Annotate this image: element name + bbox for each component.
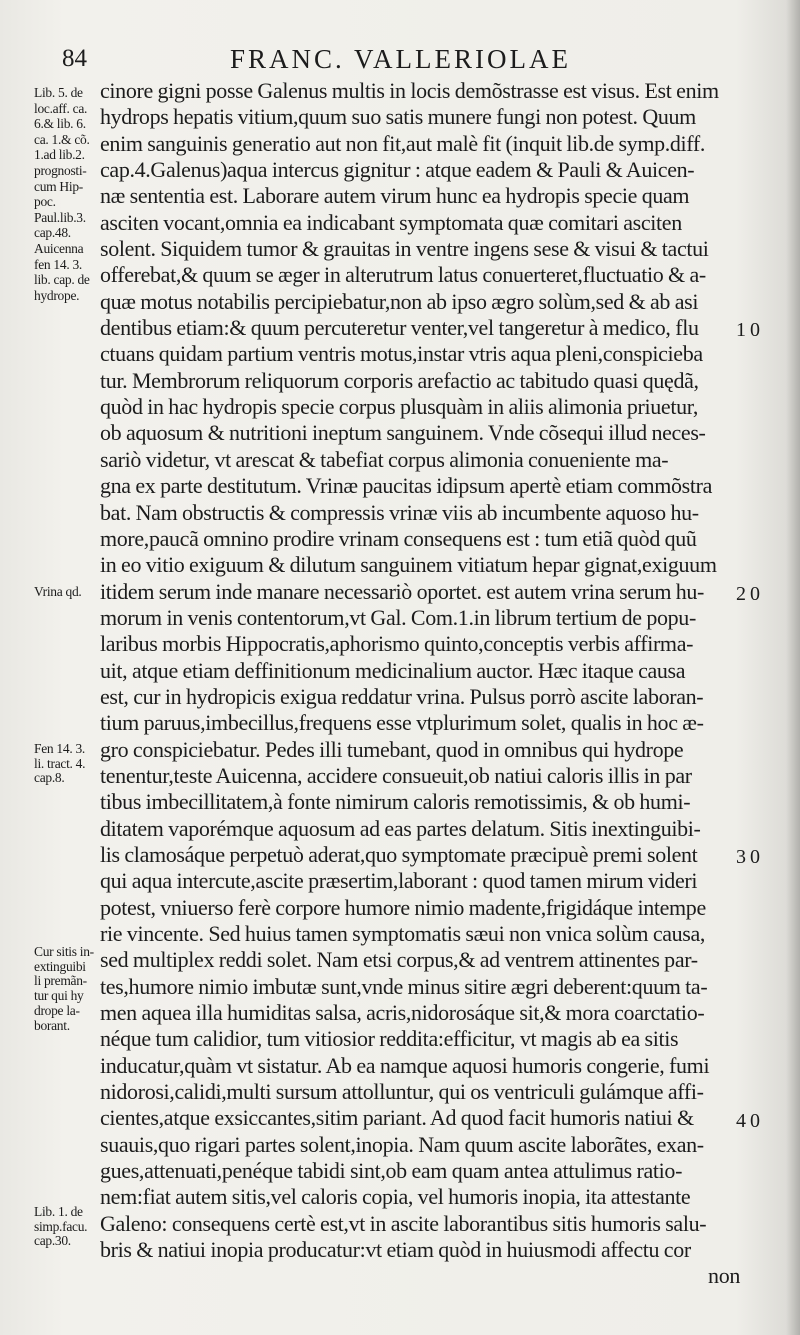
text-line: in eo vitio exiguum & dilutum sanguinem vitiatum hepar gignat,exiguum: [100, 552, 717, 578]
text-line: laribus morbis Hippocratis,aphorismo quinto,conceptis verbis affirma-: [100, 631, 694, 657]
margin-note-line: Fen 14. 3.: [34, 741, 86, 756]
text-line: cientes,atque exsiccantes,sitim pariant. Ad quod facit humoris natiui &: [100, 1105, 694, 1131]
text-line: næ sententia est. Laborare autem virum hunc ea hydropis specie quam: [100, 183, 690, 209]
margin-note-line: drope la-: [34, 1002, 80, 1018]
margin-note-line: cap.8.: [34, 770, 65, 786]
text-line: tibus imbecillitatem,à fonte nimirum caloris remotissimis, & ob humi-: [100, 789, 691, 815]
page-number: 84: [62, 45, 87, 72]
text-line: quòd in hac hydropis specie corpus plusquàm in aliis alimonia priuetur,: [100, 394, 698, 420]
text-line: enim sanguinis generatio aut non fit,aut malè fit (inquit lib.de symp.diff.: [100, 130, 705, 156]
margin-note-line: prognosti-: [34, 162, 87, 178]
margin-note-line: extinguibi: [34, 958, 86, 974]
margin-note-line: li. tract. 4.: [34, 755, 86, 771]
margin-note-line: ca. 1.& cõ.: [34, 131, 90, 147]
margin-note-line: borant.: [34, 1017, 70, 1033]
margin-note: [34, 742, 104, 786]
margin-note-line: lib. cap. de: [34, 272, 90, 288]
text-line: quæ motus notabilis percipiebatur,non ab ipso ægro solùm,sed & ab asi: [100, 288, 699, 314]
text-line: non: [708, 1263, 740, 1289]
line-number: 30: [736, 846, 764, 869]
margin-note-line: cap.30.: [34, 1233, 71, 1249]
text-line: Galeno: consequens certè est,vt in ascite laborantibus sitis humoris salu-: [100, 1210, 707, 1236]
margin-note-line: Lib. 5. de: [34, 85, 83, 100]
margin-note-line: Paul.lib.3.: [34, 209, 86, 225]
margin-note: [34, 1205, 104, 1249]
text-line: gro conspiciebatur. Pedes illi tumebant, quod in omnibus qui hydrope: [100, 736, 684, 762]
text-line: ctuans quidam partium ventris motus,instar vtris aqua pleni,conspicieba: [100, 341, 703, 367]
text-line: nidorosi,calidi,multi sursum attolluntur, qui os ventriculi gulámque affi-: [100, 1079, 704, 1105]
margin-note-line: cap.48.: [34, 225, 71, 241]
margin-note-line: 6.& lib. 6.: [34, 116, 86, 132]
line-number: 10: [736, 319, 764, 342]
text-line: lis clamosáque perpetuò aderat,quo symptomate præcipuè premi solent: [100, 841, 698, 867]
text-line: inducatur,quàm vt sistatur. Ab ea namque aquosi humoris congerie, fumi: [100, 1052, 710, 1078]
margin-note-line: Auicenna: [34, 240, 84, 256]
text-line: morum in venis contentorum,vt Gal. Com.1.in librum tertium de popu-: [100, 604, 696, 630]
line-number: 40: [736, 1109, 764, 1132]
text-line: tium paruus,imbecillus,frequens esse vtplurimum solet, qualis in hoc æ-: [100, 710, 704, 736]
text-line: offerebat,& quum se æger in alterutrum latus conuerteret,fluctuatio & a-: [100, 262, 706, 288]
margin-note-line: loc.aff. ca.: [34, 100, 88, 116]
text-line: hydrops hepatis vitium,quum suo satis munere fungi non potest. Quum: [100, 104, 696, 130]
margin-note-line: Cur sitis in-: [34, 944, 94, 959]
text-line: suauis,quo rigari partes solent,inopia. Nam quum ascite laborãtes, exan-: [100, 1131, 704, 1157]
text-line: men aquea illa humiditas salsa, acris,nidorosáque sit,& mora coarctatio-: [100, 1000, 705, 1026]
margin-note-line: poc.: [34, 194, 56, 210]
text-line: potest, vniuerso ferè corpore humore nimio madente,frigidáque intempe: [100, 894, 706, 920]
text-line: tenentur,teste Auicenna, accidere consueuit,ob natiui caloris illis in par: [100, 762, 692, 788]
margin-note-line: Lib. 1. de: [34, 1204, 83, 1219]
margin-note: [34, 85, 104, 303]
text-line: néque tum calidior, tum vitiosior reddita:efficitur, vt magis ab ea sitis: [100, 1026, 679, 1052]
text-line: nem:fiat autem sitis,vel caloris copia, vel humoris inopia, ita attestante: [100, 1184, 691, 1210]
text-line: cap.4.Galenus)aqua intercus gignitur : atque eadem & Pauli & Auicen-: [100, 157, 695, 183]
text-line: bris & natiui inopia producatur:vt etiam quòd in huiusmodi affectu cor: [100, 1237, 691, 1263]
running-head: FRANC. VALLERIOLAE: [230, 44, 572, 74]
margin-note-line: 1.ad lib.2.: [34, 147, 85, 163]
margin-note-line: hydrope.: [34, 287, 80, 303]
text-line: ob aquosum & nutritioni ineptum sanguinem. Vnde cõsequi illud neces-: [100, 420, 706, 446]
text-line: dentibus etiam:& quum percuteretur venter,vel tangeretur à medico, flu: [100, 315, 699, 341]
text-line: gues,attenuati,penéque tabidi sint,ob eam quam antea attulimus ratio-: [100, 1158, 683, 1184]
margin-note-line: Vrina qd.: [34, 584, 82, 599]
text-line: sed multiplex reddi solet. Nam etsi corpus,& ad ventrem attinentes par-: [100, 947, 698, 973]
text-line: itidem serum inde manare necessariò oportet. est autem vrina serum hu-: [100, 578, 705, 604]
text-line: est, cur in hydropicis exigua reddatur vrina. Pulsus porrò ascite laboran-: [100, 683, 704, 709]
text-line: tes,humore nimio imbutæ sunt,vnde minus sitire ægri deberent:quum ta-: [100, 973, 708, 999]
text-line: uit, atque etiam deffinitionum medicinalium auctor. Hæc itaque causa: [100, 657, 686, 683]
main-text-block: [100, 78, 780, 1290]
margin-note-line: fen 14. 3.: [34, 256, 82, 272]
text-line: cinore gigni posse Galenus multis in locis demõstrasse est visus. Est enim: [100, 78, 719, 103]
text-line: sariò videtur, vt arescat & tabefiat corpus alimonia conueniente ma-: [100, 446, 669, 472]
line-number: 20: [736, 582, 764, 605]
text-line: ditatem vaporémque aquosum ad eas partes delatum. Sitis inextinguibi-: [100, 815, 701, 841]
margin-note: [34, 945, 104, 1033]
text-line: qui aqua intercute,ascite præsertim,laborant : quod tamen mirum videri: [100, 868, 698, 894]
page-header: [0, 42, 800, 76]
margin-note-line: tur qui hy: [34, 988, 84, 1004]
margin-note-line: cum Hip-: [34, 178, 83, 194]
margin-note-line: li premãn-: [34, 973, 87, 989]
text-line: bat. Nam obstructis & compressis vrinæ viis ab incumbente aquoso hu-: [100, 499, 699, 525]
text-line: rie vincente. Sed huius tamen symptomatis sæui non vnica solùm causa,: [100, 921, 706, 946]
margin-note-line: simp.facu.: [34, 1218, 88, 1234]
margin-note: [34, 585, 104, 600]
text-line: asciten vocant,omnia ea indicabant symptomata quæ comitari asciten: [100, 209, 682, 235]
text-line: tur. Membrorum reliquorum corporis arefactio ac tabitudo quasi quędã,: [100, 367, 699, 393]
page-edge-shadow: [786, 0, 800, 1335]
text-line: solent. Siquidem tumor & grauitas in ventre ingens sese & visui & tactui: [100, 236, 709, 262]
text-line: gna ex parte destitutum. Vrinæ paucitas idipsum apertè etiam commõstra: [100, 473, 712, 499]
text-line: more,paucã omnino prodire vrinam consequens est : tum etiã quòd quũ: [100, 525, 697, 551]
